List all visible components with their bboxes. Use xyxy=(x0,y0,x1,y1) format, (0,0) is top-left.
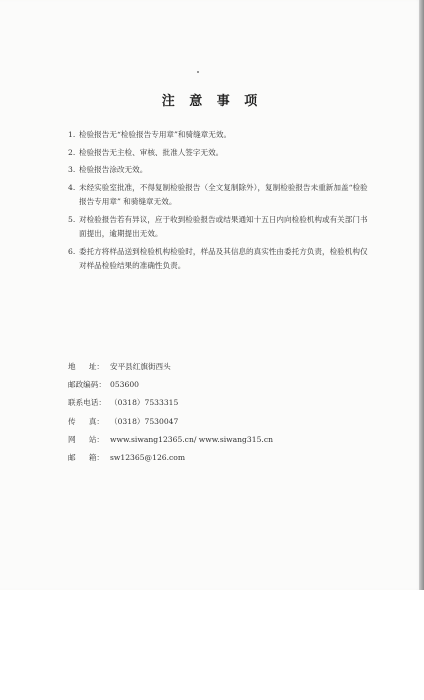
note-text: 检验报告无主检、审核、批准人签字无效。 xyxy=(79,147,224,157)
scan-speck xyxy=(197,71,199,73)
postcode-label: 邮政编码： xyxy=(68,380,106,390)
note-number: 4. xyxy=(68,182,76,192)
phone-row xyxy=(68,394,368,412)
email-label: 邮 箱： xyxy=(68,453,104,463)
website-label: 网 站： xyxy=(68,434,104,444)
notes-list xyxy=(68,128,368,277)
note-item xyxy=(68,245,368,274)
address-row xyxy=(68,358,368,376)
note-text: 对检验报告若有异议，应于收到检验报告或结果通知十五日内向检验机构或有关部门书面提出，逾期提出无效。 xyxy=(79,214,368,238)
note-text: 检验报告涂改无效。 xyxy=(79,165,148,174)
website-value: www.siwang12365.cn/ www.siwang315.cn xyxy=(110,434,273,444)
fax-value: （0318）7530047 xyxy=(110,416,179,426)
phone-label: 联系电话： xyxy=(68,398,106,408)
page-title: 注 意 事 项 xyxy=(161,94,263,109)
fax-label: 传 真： xyxy=(68,416,104,426)
note-number: 5. xyxy=(68,214,76,224)
note-text: 委托方将样品送到检验机构检验时，样品及其信息的真实性由委托方负责，检验机构仅对样品检验结果的准确性负责。 xyxy=(79,246,368,270)
note-item xyxy=(68,213,368,242)
email-row xyxy=(68,449,368,467)
website-row xyxy=(68,431,368,449)
note-number: 3. xyxy=(68,165,76,174)
note-item xyxy=(68,181,368,210)
note-text: 检验报告无“检验报告专用章”和骑缝章无效。 xyxy=(79,130,232,139)
address-value: 安平县红旗街西头 xyxy=(110,362,171,371)
note-text: 未经实验室批准，不得复制检验报告（全文复制除外），复制检验报告未重新加盖“检验报告专用章” 和骑缝章无效。 xyxy=(79,182,368,206)
note-item xyxy=(68,128,368,143)
postcode-row xyxy=(68,376,368,394)
page-edge-shadow xyxy=(419,0,424,590)
postcode-value: 053600 xyxy=(110,380,139,390)
contact-block xyxy=(68,358,368,467)
note-item xyxy=(68,146,368,161)
phone-value: （0318）7533315 xyxy=(110,398,179,408)
note-number: 2. xyxy=(68,147,76,157)
email-value: sw12365@126.com xyxy=(110,453,186,463)
address-label: 地 址： xyxy=(68,362,104,371)
note-number: 6. xyxy=(68,246,76,256)
fax-row xyxy=(68,413,368,431)
note-number: 1. xyxy=(68,130,76,139)
note-item xyxy=(68,163,368,178)
